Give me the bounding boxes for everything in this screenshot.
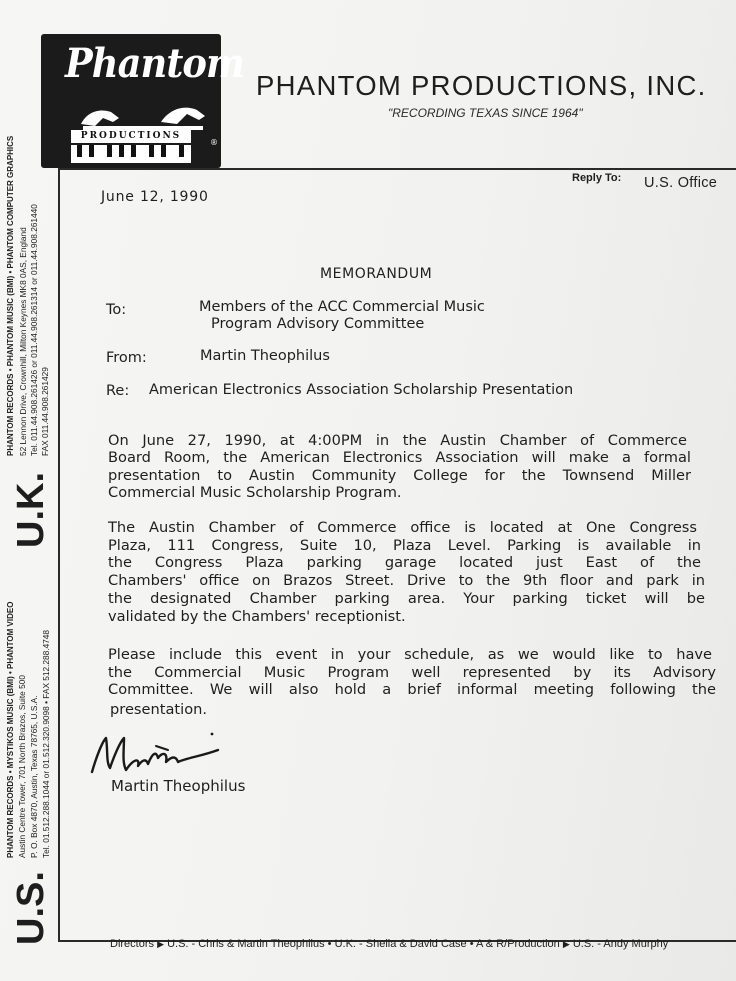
paragraph-2-line: the Congress Plaza parking garage located just East of the: [108, 554, 701, 571]
us-country-label: U.S.: [10, 871, 52, 945]
to-line-1: Members of the ACC Commercial Music: [199, 299, 485, 315]
bullet-icon: •: [327, 938, 332, 950]
company-name: PHANTOM PRODUCTIONS, INC.: [256, 70, 707, 101]
bullet-icon: •: [469, 938, 474, 950]
paragraph-2-line: Chambers' office on Brazos Street. Drive to the 9th floor and park in: [108, 572, 705, 589]
company-logo: [41, 34, 245, 168]
us-directors: U.S. - Chris & Martin Theophilus: [167, 938, 325, 950]
paragraph-3-line: Please include this event in your schedule, as we would like to have: [108, 646, 712, 663]
paragraph-3-line: the Commercial Music Program well represented by its Advisory: [108, 664, 716, 681]
arrow-right-icon: ▶: [562, 939, 570, 949]
to-line-2: Program Advisory Committee: [211, 316, 425, 332]
from-label: From:: [106, 350, 147, 366]
arrow-right-icon: ▶: [157, 939, 164, 949]
handwritten-signature: [86, 728, 236, 780]
reply-to-value: U.S. Office: [644, 175, 718, 191]
signature-name: Martin Theophilus: [111, 777, 246, 795]
us-phone: Tel. 01.512.288.1044 or 01.512.320.9098 • FAX 512.288.4748: [41, 629, 51, 858]
to-label: To:: [106, 302, 127, 318]
uk-fax: FAX 011.44.908.261429: [40, 367, 50, 456]
frame-left-rule: [58, 168, 60, 942]
memo-date: June 12, 1990: [101, 189, 209, 205]
us-address-2: P. O. Box 4870, Austin, Texas 78765, U.S.A.: [29, 695, 39, 858]
paragraph-2-line: The Austin Chamber of Commerce office is located at One Congress: [108, 519, 697, 536]
paragraph-2-line: validated by the Chambers' receptionist.: [108, 608, 406, 625]
paragraph-2-line: Plaza, 111 Congress, Suite 10, Plaza Level. Parking is available in: [108, 537, 701, 554]
company-tagline: "RECORDING TEXAS SINCE 1964": [388, 106, 583, 120]
paragraph-1-line: On June 27, 1990, at 4:00PM in the Austin Chamber of Commerce: [108, 432, 687, 449]
uk-address: 52 Lennon Drive, Crownhill, Milton Keynes MK8 0AS, England: [18, 227, 28, 456]
uk-directors: U.K. - Sheila & David Case: [334, 938, 467, 950]
uk-country-label: U.K.: [10, 472, 52, 548]
registered-mark-icon: ®: [210, 138, 218, 147]
frame-top-rule: [58, 168, 736, 170]
uk-phone: Tel. 011.44.908.261426 or 011.44.908.261314 or 011.44.908.261440: [29, 204, 39, 456]
logo-wordmark: Phantom: [65, 40, 245, 87]
logo-productions-band: PRODUCTIONS: [71, 130, 191, 143]
paragraph-3-line: presentation.: [110, 701, 208, 718]
directors-label: Directors: [110, 938, 155, 950]
ar-label: A & R/Production: [476, 938, 560, 950]
paragraph-1-line: presentation to Austin Community College for the Townsend Miller: [108, 467, 691, 484]
paragraph-1-line: Board Room, the American Electronics Association will make a formal: [108, 449, 691, 466]
us-address-1: Austin Centre Tower, 701 North Brazos, Suite 500: [17, 675, 27, 858]
uk-companies: PHANTOM RECORDS • PHANTOM MUSIC (BMI) • PHANTOM COMPUTER GRAPHICS: [6, 135, 15, 456]
re-value: American Electronics Association Scholarship Presentation: [149, 382, 574, 398]
us-companies: PHANTOM RECORDS • MYSTIKOS MUSIC (BMI) • PHANTOM VIDEO: [6, 601, 15, 858]
paragraph-3-line: Committee. We will also hold a brief informal meeting following the: [108, 681, 716, 698]
paragraph-2-line: the designated Chamber parking area. Your parking ticket will be: [108, 590, 705, 607]
from-value: Martin Theophilus: [200, 348, 330, 364]
ar-value: U.S. - Andy Murphy: [572, 938, 669, 950]
re-label: Re:: [106, 383, 130, 399]
memo-heading: MEMORANDUM: [320, 266, 433, 282]
reply-to-label: Reply To:: [572, 172, 622, 184]
piano-keys-icon: [71, 145, 191, 163]
hands-on-keys-icon: [73, 92, 213, 132]
directors-line: [110, 938, 668, 950]
paragraph-1-line: Commercial Music Scholarship Program.: [108, 484, 402, 501]
